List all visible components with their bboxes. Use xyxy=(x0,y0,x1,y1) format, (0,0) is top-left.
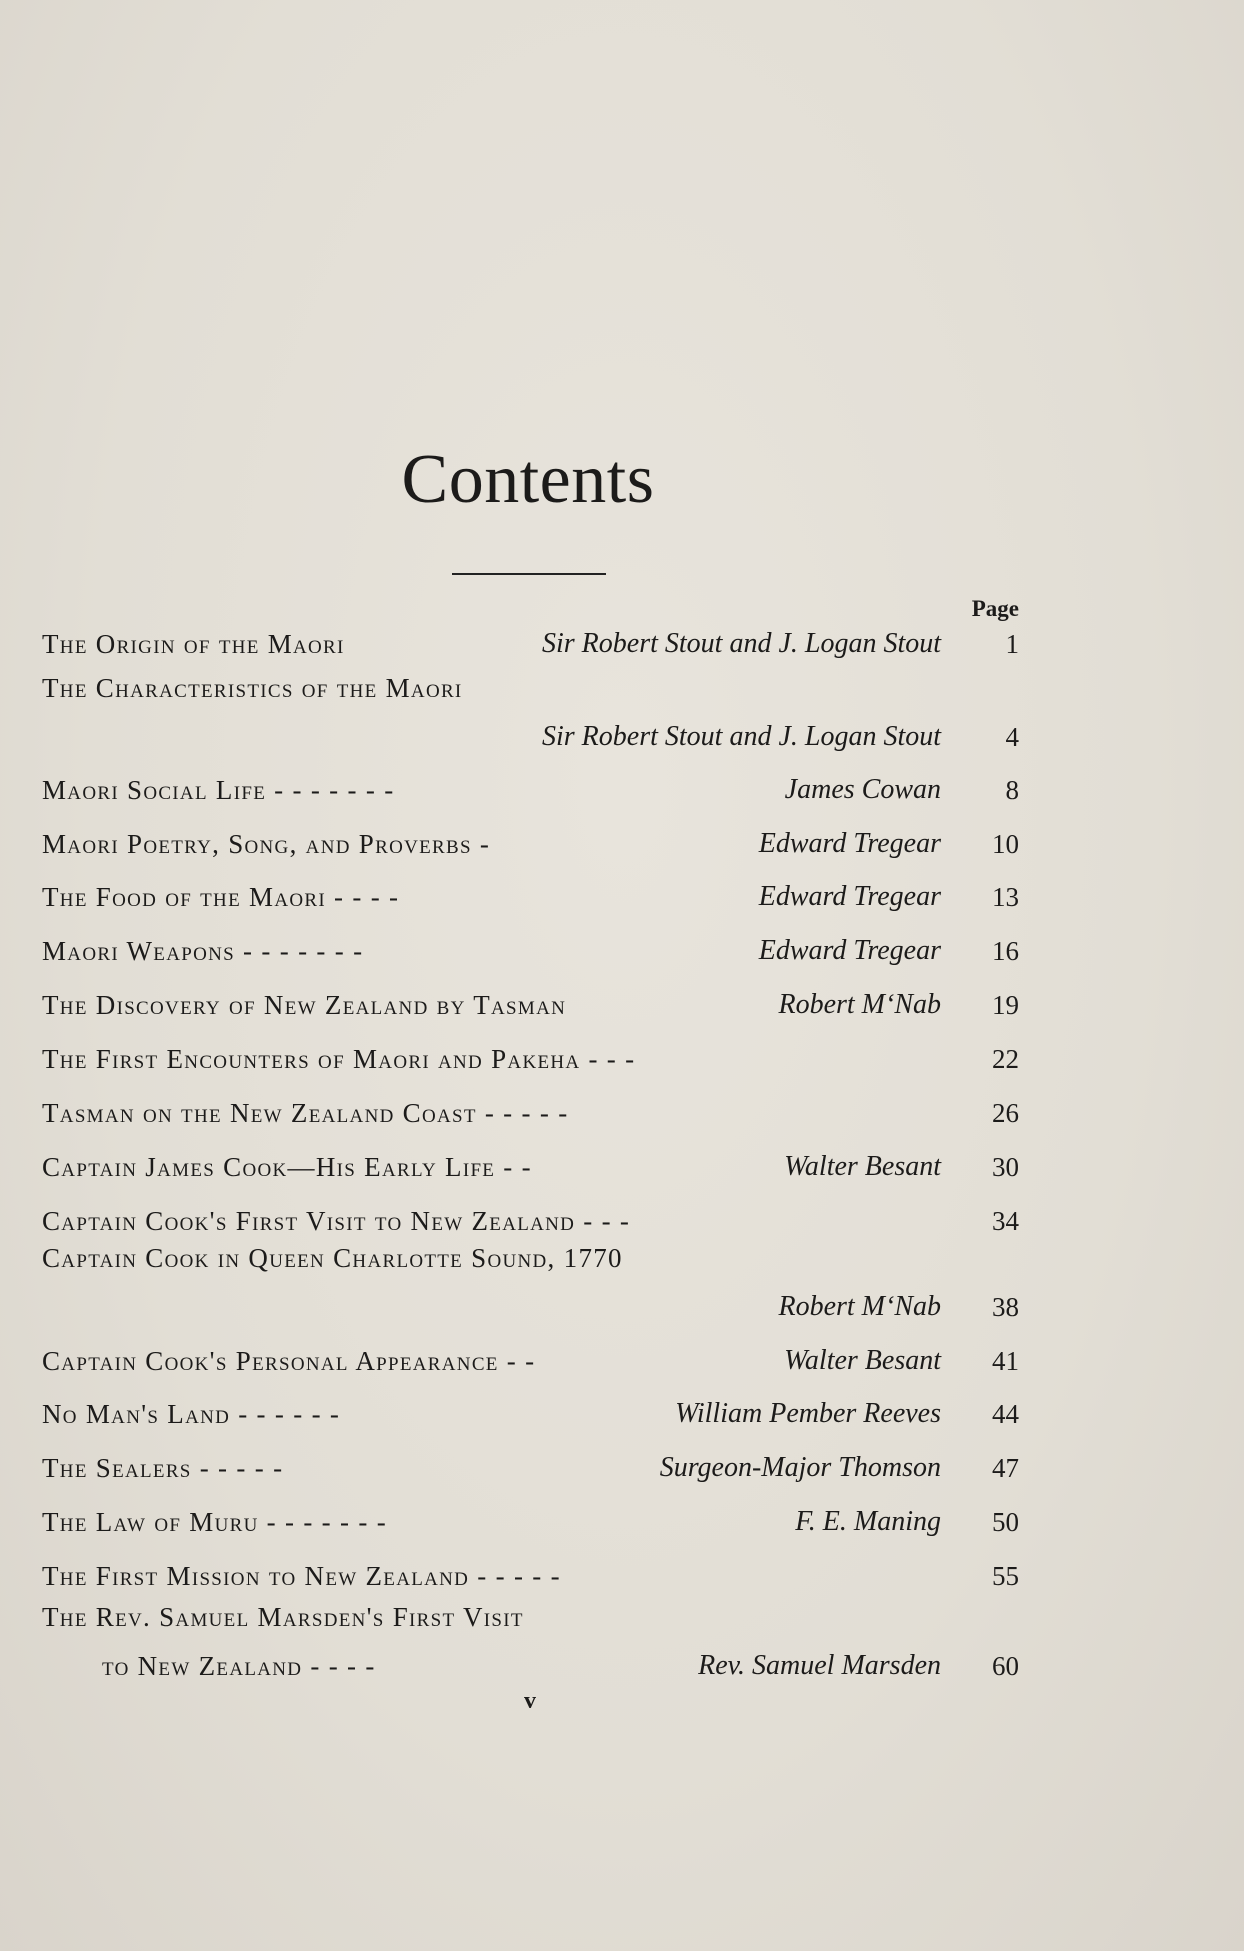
toc-entry xyxy=(42,673,1019,763)
entry-page: 10 xyxy=(992,829,1019,859)
entry-title: The Origin of the Maori xyxy=(42,629,345,659)
entry-page: 19 xyxy=(992,990,1019,1020)
page-column-label: Page xyxy=(971,596,1019,621)
entry-page: 26 xyxy=(992,1098,1019,1128)
entry-title: The Sealers - - - - - xyxy=(42,1453,284,1483)
entry-author: Sir Robert Stout and J. Logan Stout xyxy=(542,628,941,659)
entry-title: Captain Cook's Personal Appearance - - xyxy=(42,1346,536,1376)
entry-title: The First Mission to New Zealand - - - - - xyxy=(42,1561,561,1591)
entry-page: 47 xyxy=(992,1453,1019,1483)
toc-entry xyxy=(42,1390,1019,1440)
toc-entry xyxy=(42,1444,1019,1494)
entry-author: Walter Besant xyxy=(784,1345,941,1376)
entry-page: 8 xyxy=(1005,775,1019,805)
toc-entry xyxy=(42,981,1019,1031)
page-folio: v xyxy=(524,1688,536,1714)
toc-entry xyxy=(42,1089,1019,1139)
entry-title: The Food of the Maori - - - - xyxy=(42,882,400,912)
entry-page: 22 xyxy=(992,1044,1019,1074)
entry-page: 55 xyxy=(992,1561,1019,1591)
toc-entry xyxy=(42,1143,1019,1193)
toc-entry xyxy=(42,1552,1019,1602)
toc-entry xyxy=(42,1337,1019,1387)
entry-page: 16 xyxy=(992,936,1019,966)
entry-title: Maori Weapons - - - - - - - xyxy=(42,936,364,966)
entry-page: 60 xyxy=(992,1651,1019,1681)
entry-title: The Discovery of New Zealand by Tasman xyxy=(42,990,567,1020)
entry-title: Captain Cook in Queen Charlotte Sound, 1770 xyxy=(42,1243,623,1273)
toc-entry xyxy=(42,927,1019,977)
title-rule xyxy=(452,573,606,575)
entry-author: Robert M‘Nab xyxy=(778,989,941,1020)
toc-entry xyxy=(42,1602,1019,1692)
toc-entry xyxy=(42,620,1019,670)
entry-title: The Characteristics of the Maori xyxy=(42,673,463,703)
entry-author: Robert M‘Nab xyxy=(778,1291,941,1322)
entry-author: Edward Tregear xyxy=(758,935,941,966)
toc-entry xyxy=(42,766,1019,816)
entry-title-continued: to New Zealand - - - - xyxy=(102,1651,376,1681)
entry-page: 30 xyxy=(992,1152,1019,1182)
entry-title: Captain Cook's First Visit to New Zealand - - - xyxy=(42,1206,631,1236)
toc-entry xyxy=(42,1498,1019,1548)
page-title: Contents xyxy=(401,441,655,518)
entry-author: James Cowan xyxy=(784,774,941,805)
entry-page: 41 xyxy=(992,1346,1019,1376)
entry-page: 4 xyxy=(1005,722,1019,752)
entry-author: Rev. Samuel Marsden xyxy=(698,1650,941,1681)
toc-entry xyxy=(42,1243,1019,1333)
entry-author: Sir Robert Stout and J. Logan Stout xyxy=(542,721,941,752)
entry-title: The First Encounters of Maori and Pakeha - - - xyxy=(42,1044,636,1074)
entry-title: The Law of Muru - - - - - - - xyxy=(42,1507,387,1537)
entry-author: Surgeon-Major Thomson xyxy=(659,1452,941,1483)
entry-author: Edward Tregear xyxy=(758,828,941,859)
entry-title: Tasman on the New Zealand Coast - - - - - xyxy=(42,1098,569,1128)
entry-title: No Man's Land - - - - - - xyxy=(42,1399,341,1429)
entry-page: 38 xyxy=(992,1292,1019,1322)
entry-author: Edward Tregear xyxy=(758,881,941,912)
entry-page: 34 xyxy=(992,1206,1019,1236)
toc-entry xyxy=(42,820,1019,870)
toc-entry xyxy=(42,1035,1019,1085)
entry-page: 13 xyxy=(992,882,1019,912)
entry-title: Captain James Cook—His Early Life - - xyxy=(42,1152,532,1182)
entry-author: William Pember Reeves xyxy=(675,1398,941,1429)
entry-author: F. E. Maning xyxy=(795,1506,941,1537)
entry-page: 50 xyxy=(992,1507,1019,1537)
entry-page: 1 xyxy=(1005,629,1019,659)
entry-title: The Rev. Samuel Marsden's First Visit xyxy=(42,1602,524,1632)
entry-title: Maori Poetry, Song, and Proverbs - xyxy=(42,829,491,859)
toc-entry xyxy=(42,1197,1019,1247)
entry-title: Maori Social Life - - - - - - - xyxy=(42,775,395,805)
toc-entry xyxy=(42,873,1019,923)
entry-page: 44 xyxy=(992,1399,1019,1429)
entry-author: Walter Besant xyxy=(784,1151,941,1182)
